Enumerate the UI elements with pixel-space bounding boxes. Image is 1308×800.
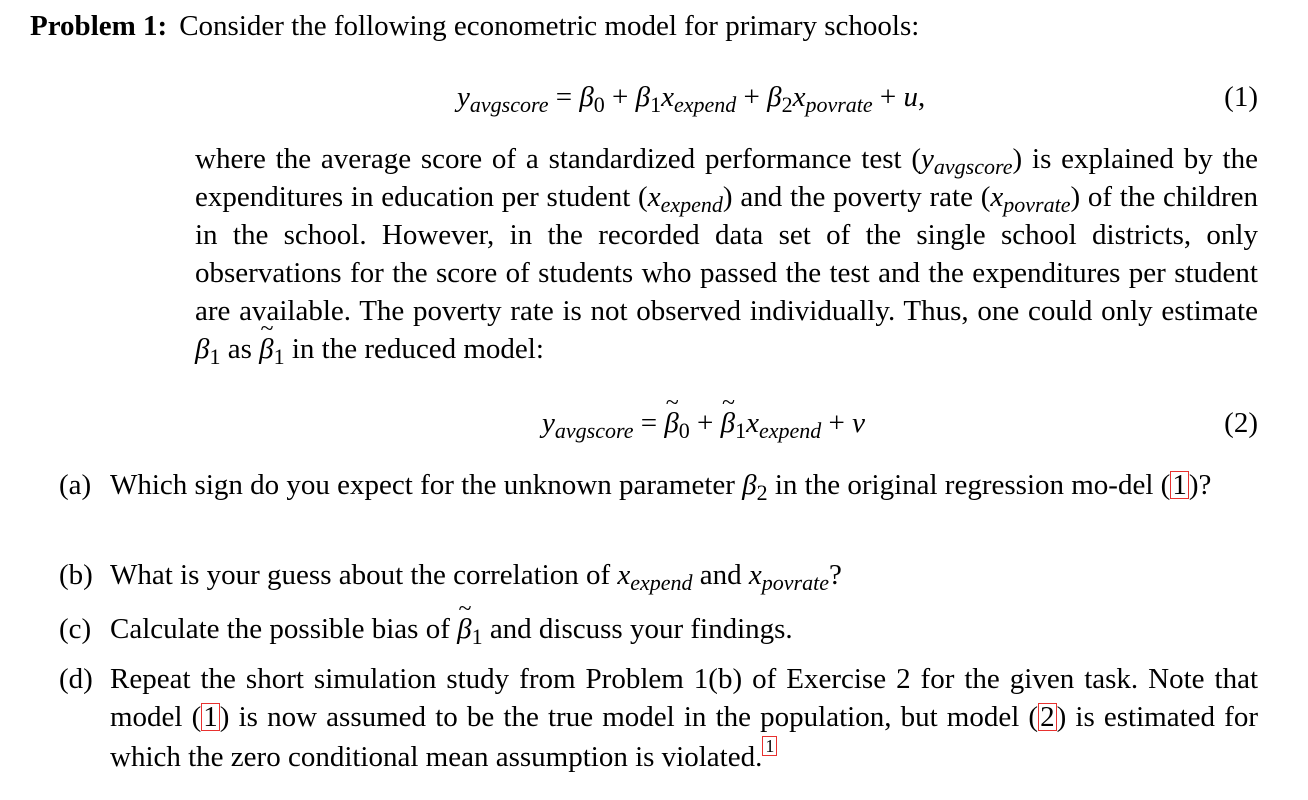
equation-2-number: (2) (1224, 407, 1258, 439)
task-item-a: (a) Which sign do you expect for the unknown parameter $\beta_2$ in the original regression mo-del (1)? (59, 466, 1258, 504)
equation-ref-link[interactable]: 2 (1040, 701, 1055, 733)
equation-1: $y_{avgscore} = \beta_0 + \beta_1x_{expend} + \beta_2x_{povrate} + u$, (457, 81, 926, 117)
item-label: (a) (59, 469, 92, 501)
problem-heading-line (30, 7, 919, 45)
footnote-ref-link[interactable]: 1 (762, 736, 777, 756)
equation-ref-link[interactable]: 1 (1172, 469, 1187, 501)
task-item-c: (c) Calculate the possible bias of β $\sim_1$ and discuss your findings. (59, 610, 1258, 648)
item-label: (d) (59, 663, 93, 695)
problem-intro: Consider the following econometric model for primary schools: (179, 10, 920, 42)
equation-2: $y_{avgscore} = \beta$ $\sim_0 + \beta$ $\sim_1x_{expend} + v$ (542, 404, 865, 442)
item-label: (c) (59, 613, 92, 645)
equation-1-number: (1) (1224, 81, 1258, 113)
task-item-b: (b) What is your guess about the correlation of $x_{expend}$ and $x_{povrate}$? (59, 556, 1258, 594)
item-label: (b) (59, 559, 93, 591)
problem-title: Problem 1: (30, 10, 168, 42)
task-item-d: (d) Repeat the short simulation study from Problem 1(b) of Exercise 2 for the given task. Note that model (1) is now assumed to be the true model in the population, but model (2) is estimated for which the zero conditional mean assumption is violated. 1 (59, 660, 1258, 776)
problem-description: where the average score of a standardized performance test $(y_{avgscore})$ is explained by the expenditures in education per student $(x_{expend})$ and the poverty rate $(x_{povrate})$ of the children in the school. However, in the recorded data set of the single school districts, only observations for the score of students who passed the test and the expenditures per student are available. The poverty rate is not observed individually. Thus, one could only estimate $\beta_1$ as β $\sim_1$ in the reduced model: (195, 140, 1258, 368)
equation-ref-link[interactable]: 1 (203, 701, 218, 733)
